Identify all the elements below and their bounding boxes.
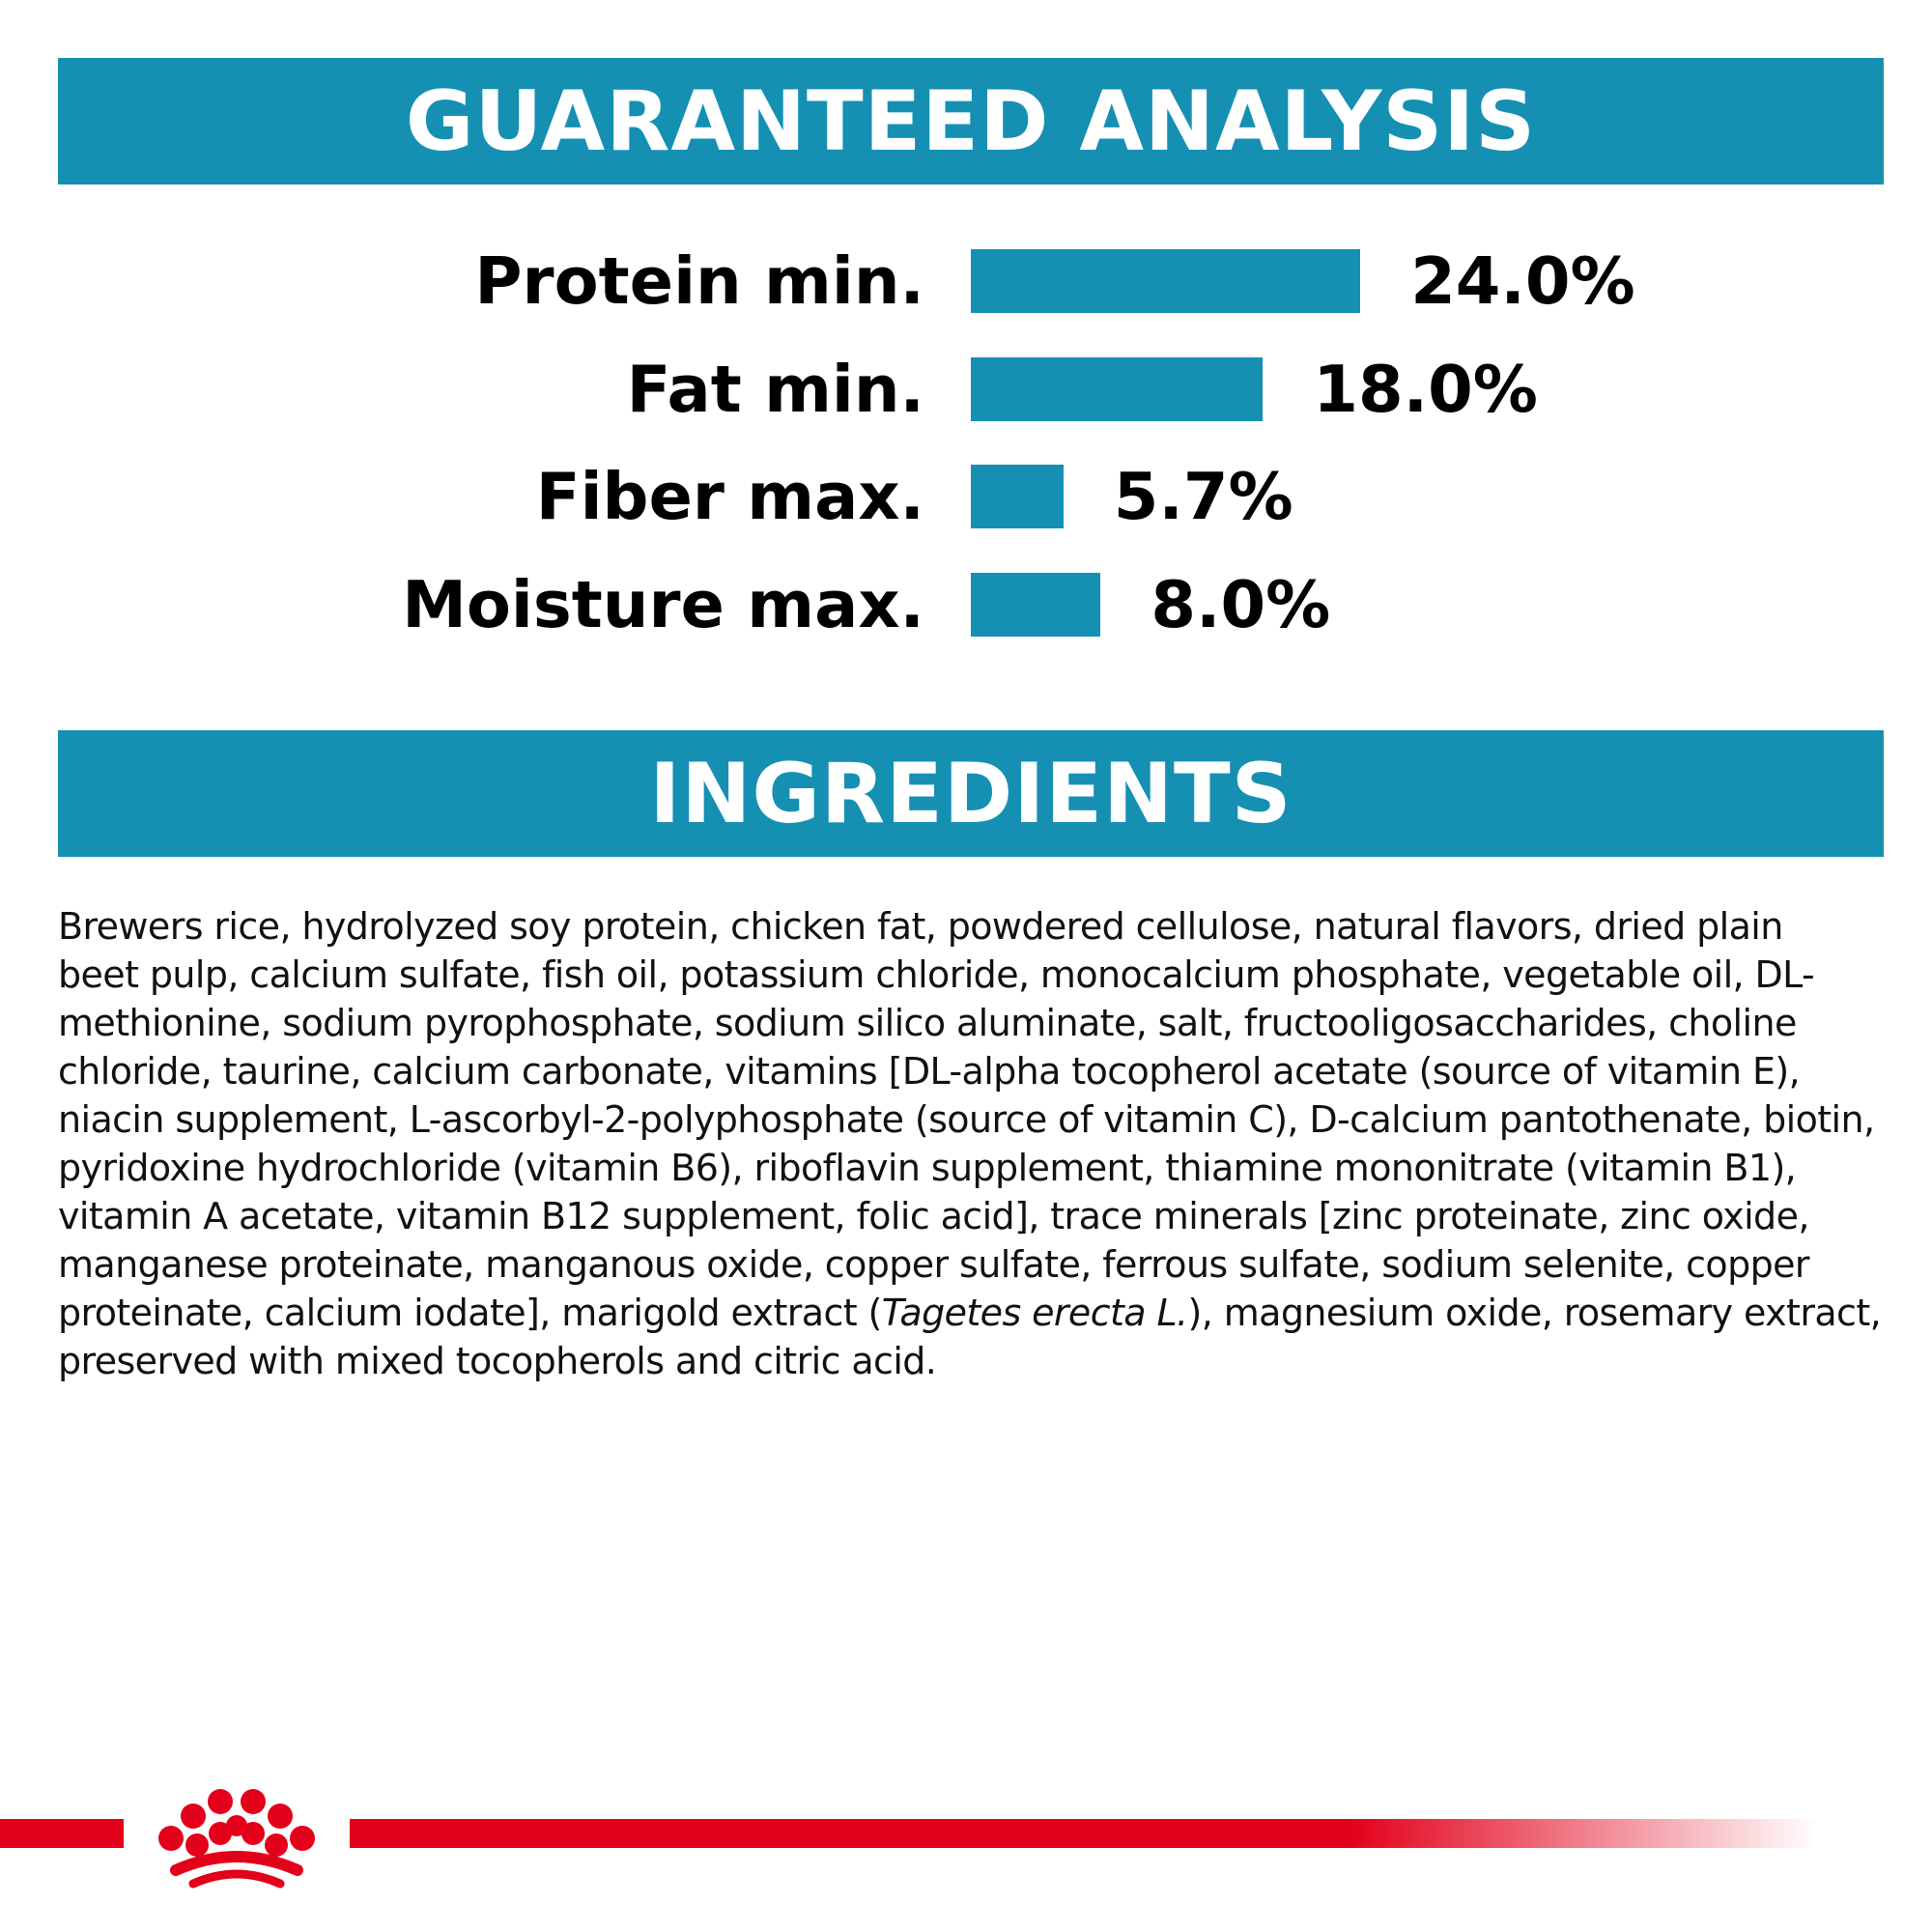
- analysis-label: Fat min.: [626, 352, 924, 427]
- analysis-bar: [971, 357, 1263, 421]
- analysis-label: Fiber max.: [535, 459, 924, 534]
- ingredients-line: preserved with mixed tocopherols and citric acid.: [58, 1340, 937, 1382]
- ingredients-line: [58, 1289, 1893, 1337]
- ingredients-heading: INGREDIENTS: [58, 730, 1884, 857]
- analysis-label: Protein min.: [474, 243, 924, 319]
- ingredients-line: methionine, sodium pyrophosphate, sodium silico aluminate, salt, fructooligosaccharides, choline: [58, 1002, 1797, 1044]
- analysis-value: 24.0%: [1410, 243, 1635, 319]
- analysis-bar: [971, 573, 1100, 637]
- analysis-bar: [971, 249, 1360, 313]
- analysis-value: 5.7%: [1113, 459, 1293, 534]
- analysis-bar: [971, 465, 1064, 528]
- footer-red-line-left: [0, 1819, 124, 1848]
- species-name: Tagetes erecta L.: [881, 1292, 1188, 1334]
- analysis-row-protein: [0, 243, 1932, 319]
- analysis-row-moisture: [0, 567, 1932, 642]
- analysis-value: 8.0%: [1151, 567, 1331, 642]
- analysis-row-fiber: [0, 459, 1932, 534]
- ingredients-line: pyridoxine hydrochloride (vitamin B6), riboflavin supplement, thiamine mononitrate (vitamin B1),: [58, 1147, 1797, 1189]
- analysis-value: 18.0%: [1313, 352, 1538, 427]
- analysis-row-fat: [0, 352, 1932, 427]
- ingredients-line-start: proteinate, calcium iodate], marigold extract (: [58, 1292, 882, 1334]
- analysis-label: Moisture max.: [402, 567, 924, 642]
- ingredients-line: Brewers rice, hydrolyzed soy protein, chicken fat, powdered cellulose, natural flavors, dried plain: [58, 905, 1783, 948]
- ingredients-line: vitamin A acetate, vitamin B12 supplement, folic acid], trace minerals [zinc proteinate, zinc oxide,: [58, 1195, 1809, 1237]
- ingredients-line: niacin supplement, L-ascorbyl-2-polyphosphate (source of vitamin C), D-calcium pantothenate, biotin,: [58, 1098, 1875, 1141]
- ingredients-line: beet pulp, calcium sulfate, fish oil, potassium chloride, monocalcium phosphate, vegetable oil, DL-: [58, 953, 1815, 996]
- ingredients-line: manganese proteinate, manganous oxide, copper sulfate, ferrous sulfate, sodium selenite, copper: [58, 1243, 1809, 1286]
- ingredients-line: chloride, taurine, calcium carbonate, vitamins [DL-alpha tocopherol acetate (source of vitamin E),: [58, 1050, 1801, 1093]
- guaranteed-analysis-heading: GUARANTEED ANALYSIS: [58, 58, 1884, 185]
- crown-icon: [137, 1776, 336, 1891]
- ingredients-line-end: ), magnesium oxide, rosemary extract,: [1187, 1292, 1882, 1334]
- ingredients-text: [58, 902, 1893, 1385]
- footer-red-line-right: [350, 1819, 1818, 1848]
